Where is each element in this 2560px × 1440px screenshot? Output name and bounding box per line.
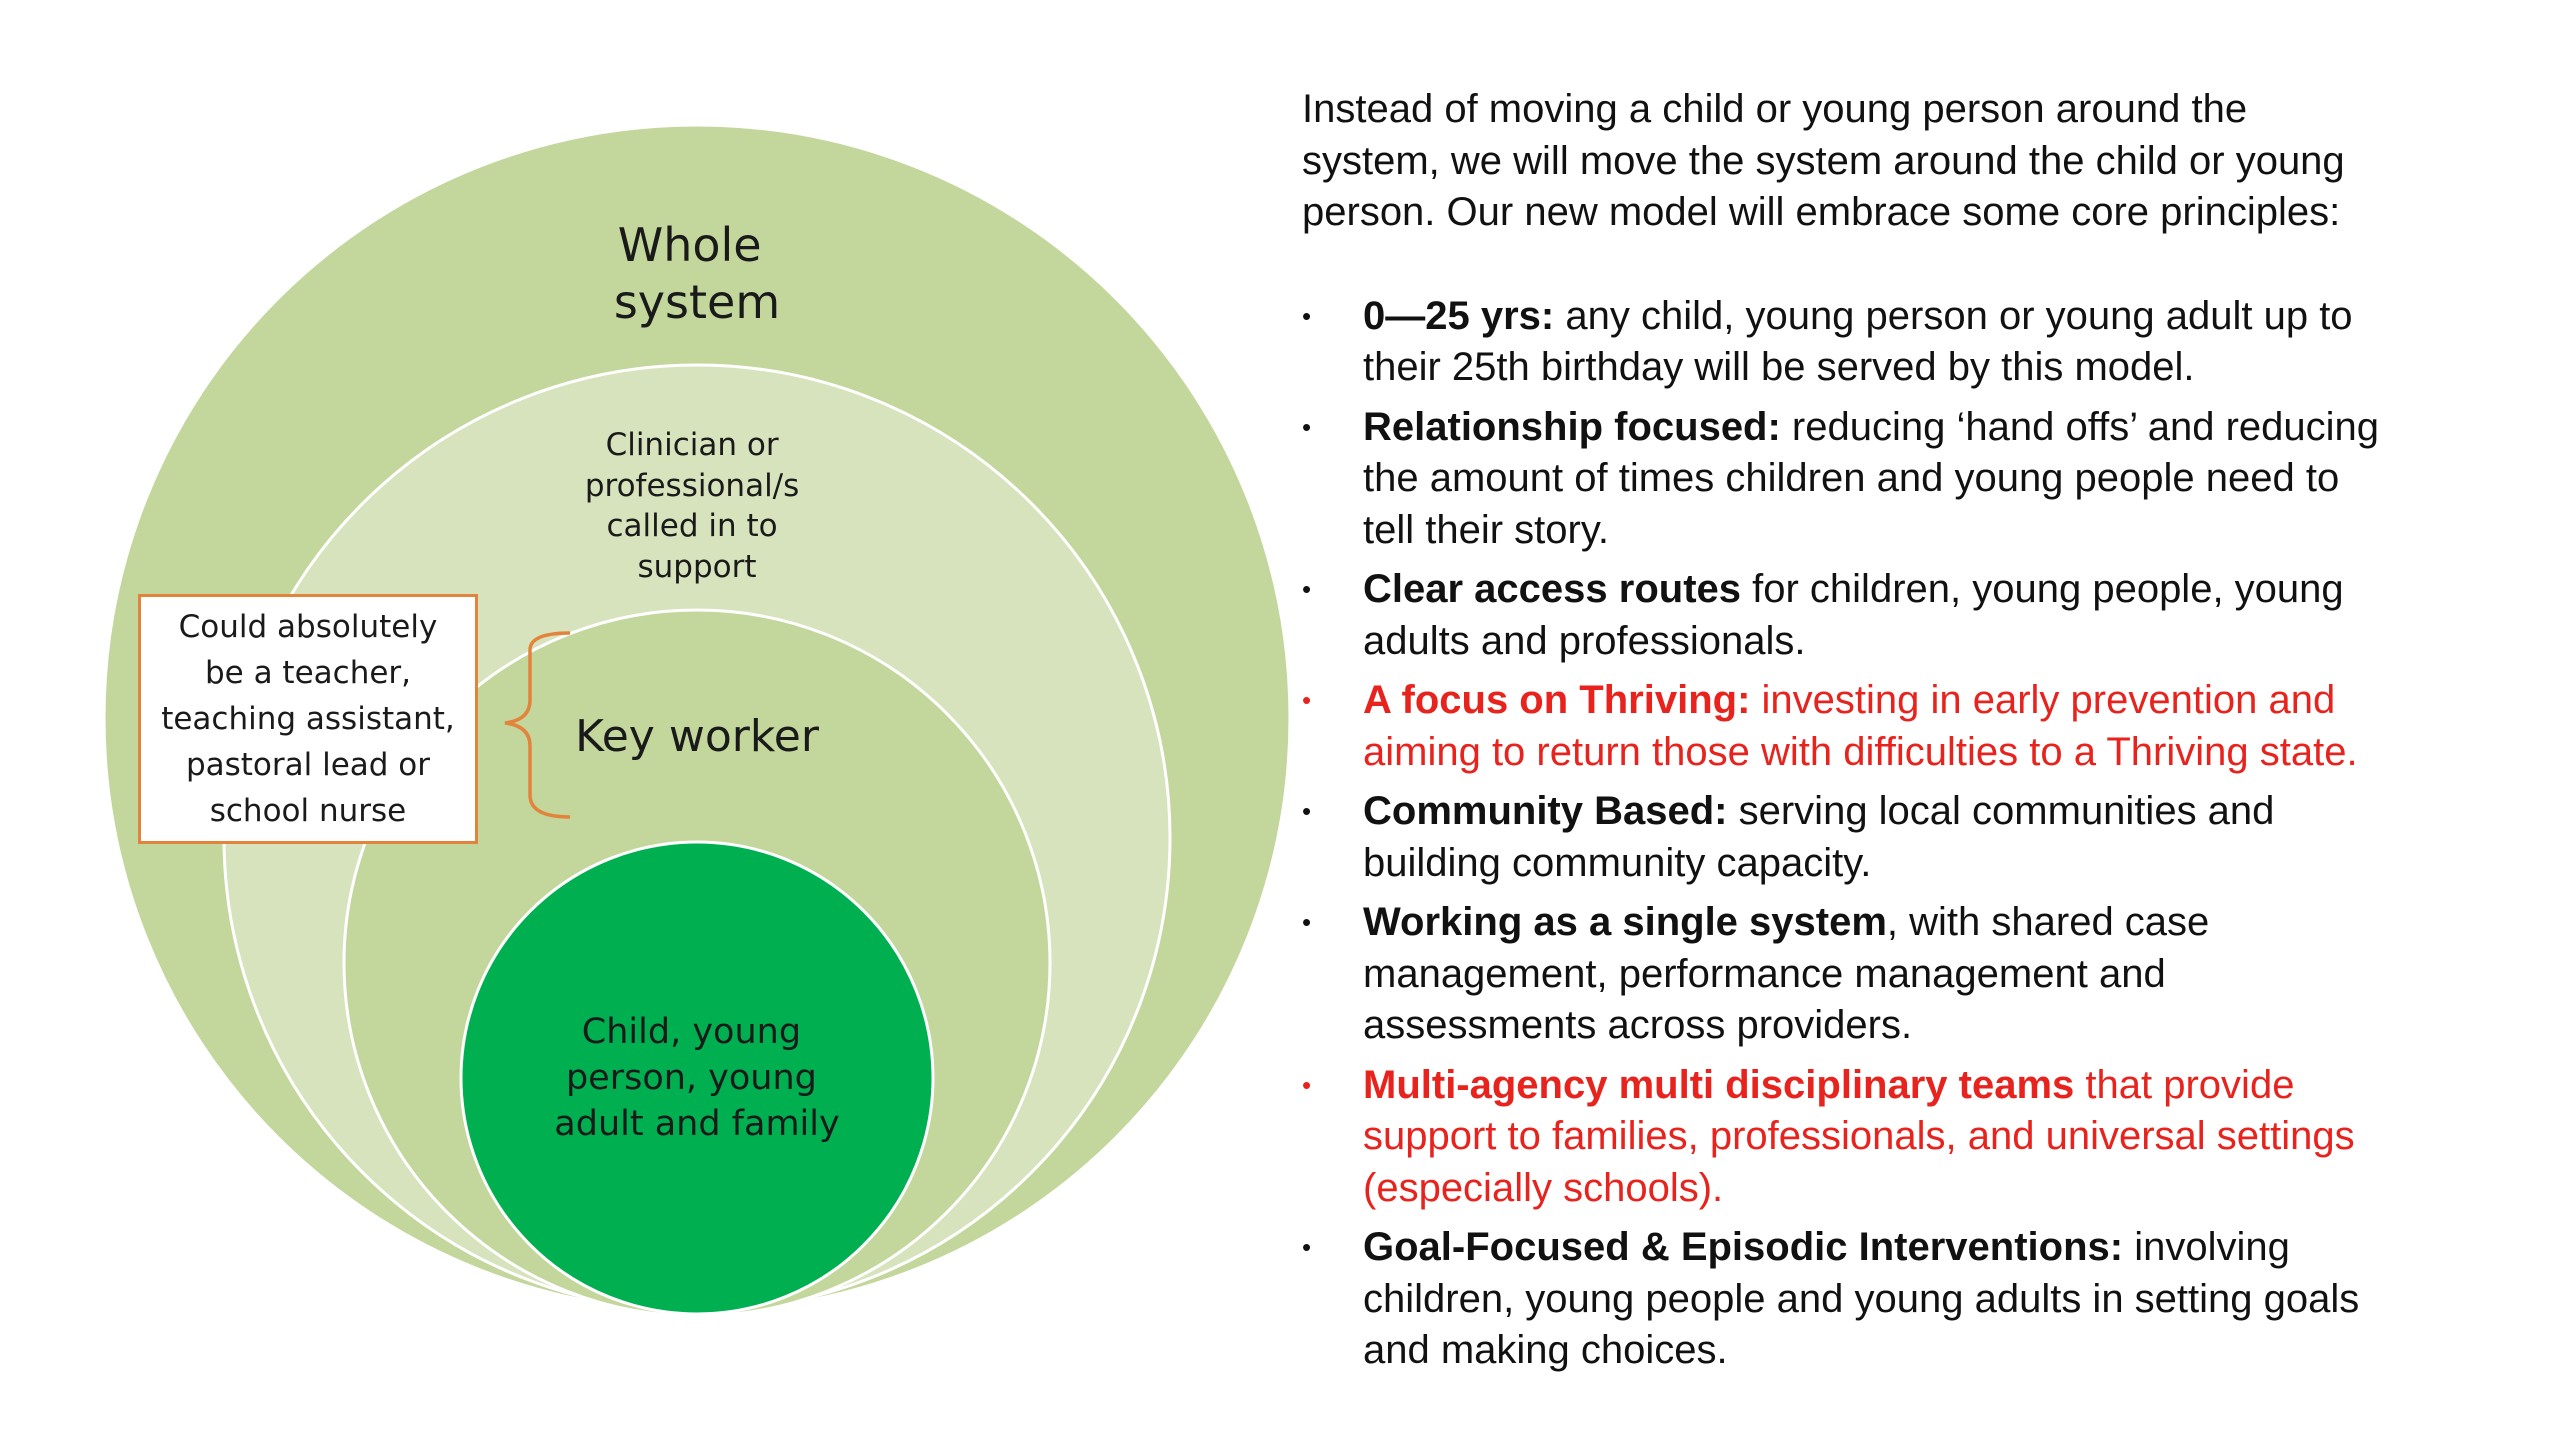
principle-title: A focus on Thriving: [1363,678,1751,722]
callout-line: pastoral lead or [185,747,431,783]
principles-list [1302,291,2527,1377]
principle-text-line: any child, young person or young adult up to [1554,293,2353,338]
principle-item [1302,564,2527,667]
principle-title: 0—25 yrs: [1363,293,1555,338]
principle-title: Working as a single system [1363,900,1887,944]
bullet-icon: • [1302,1069,1312,1100]
principle-text-line: and making choices. [1363,1328,1728,1372]
principle-text-line: (especially schools). [1363,1165,1724,1210]
intro-line: person. Our new model will embrace some core principles: [1302,190,2341,234]
callout-box [138,594,478,844]
principle-title: Clear access routes [1363,567,1742,611]
principle-text-line: investing in early prevention and [1750,678,2336,722]
principle-text-line: their 25th birthday will be served by this model. [1363,345,2195,389]
principle-item [1302,786,2527,889]
principle-title: Community Based: [1363,789,1728,833]
principle-item [1302,402,2527,557]
principle-text-line: , with shared case [1886,900,2210,944]
principle-text-line: management, performance management and [1363,951,2166,996]
key-worker-label: Key worker [575,711,819,762]
principles-panel [1302,84,2527,1385]
principle-item [1302,1222,2527,1377]
principle-text-line: tell their story. [1363,507,1609,552]
principle-text-line: children, young people and young adults in setting goals [1363,1276,2360,1321]
principle-item [1302,675,2527,778]
principle-item [1302,897,2527,1052]
callout-line: be a teacher, [204,655,412,691]
bullet-icon: • [1302,907,1312,937]
principle-title: Multi-agency multi disciplinary teams [1363,1062,2075,1107]
principle-item [1302,1060,2527,1215]
principle-text-line: serving local communities and [1727,789,2275,833]
bullet-icon: • [1302,685,1312,715]
callout-line: Could absolutely [178,609,438,645]
principle-title: Relationship focused: [1363,404,1781,449]
callout-line: teaching assistant, [161,701,455,737]
principle-item [1302,291,2527,394]
clinician-label: Clinician or professional/s called in to support [584,427,800,585]
child-family-label: Child, young person, young adult and family [554,1012,840,1144]
callout-line: school nurse [209,793,407,829]
principle-text-line: reducing ‘hand offs’ and reducing [1780,404,2380,449]
principle-text-line: assessments across providers. [1363,1003,1913,1047]
intro-line: system, we will move the system around the child or young [1302,138,2345,183]
principle-text-line: involving [2123,1225,2290,1269]
principle-text-line: for children, young people, young [1741,567,2344,611]
principle-text-line: aiming to return those with difficulties to a Thriving state. [1363,729,2358,774]
bullet-icon: • [1302,796,1312,826]
intro-paragraph [1302,84,2527,239]
principle-text-line: support to families, professionals, and universal settings [1363,1114,2355,1158]
bullet-icon: • [1302,574,1312,604]
whole-system-label: Whole system [613,218,781,329]
principle-text-line: the amount of times children and young people need to [1363,456,2340,500]
principle-title: Goal-Focused & Episodic Interventions: [1363,1225,2124,1269]
intro-line: Instead of moving a child or young person around the [1302,87,2248,131]
bullet-icon: • [1302,300,1312,331]
principle-text-line: building community capacity. [1363,840,1872,885]
principle-text-line: that provide [2074,1062,2295,1107]
bullet-icon: • [1302,1232,1312,1262]
bullet-icon: • [1302,411,1312,442]
principle-text-line: adults and professionals. [1363,618,1806,663]
